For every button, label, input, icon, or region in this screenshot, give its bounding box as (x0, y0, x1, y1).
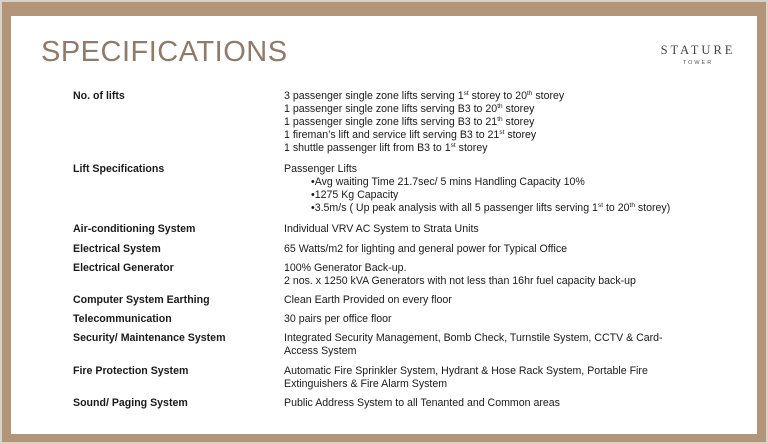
brand-name: STATURE (660, 43, 736, 57)
spec-value (284, 365, 754, 391)
spec-label: Telecommunication (73, 313, 172, 325)
spec-value-line: 1 passenger single zone lifts serving B3 to 21th storey (284, 116, 535, 128)
slide-frame (2, 2, 766, 442)
spec-value-line: 30 pairs per office floor (284, 313, 392, 325)
spec-value-line: 100% Generator Back-up. (284, 262, 407, 274)
spec-label: Electrical System (73, 243, 161, 255)
spec-value-line: 1 fireman’s lift and service lift serving B3 to 21st storey (284, 129, 537, 141)
spec-label: Fire Protection System (73, 365, 189, 377)
spec-label: Security/ Maintenance System (73, 332, 226, 344)
spec-label: Air-conditioning System (73, 223, 196, 235)
spec-label: Sound/ Paging System (73, 397, 188, 409)
spec-label: No. of lifts (73, 90, 125, 102)
spec-value-line: •1275 Kg Capacity (311, 189, 399, 201)
spec-value-line: Passenger Lifts (284, 163, 358, 175)
spec-value-line: •3.5m/s ( Up peak analysis with all 5 passenger lifts serving 1st to 20th storey) (311, 202, 671, 214)
spec-value-line: •Avg waiting Time 21.7sec/ 5 mins Handling Capacity 10% (311, 176, 585, 188)
spec-value-line: Individual VRV AC System to Strata Units (284, 223, 479, 235)
spec-value-line: 2 nos. x 1250 kVA Generators with not less than 16hr fuel capacity back-up (284, 275, 636, 287)
spec-value (284, 262, 754, 288)
spec-label: Computer System Earthing (73, 294, 210, 306)
spec-value (284, 223, 754, 236)
spec-value-line: Public Address System to all Tenanted and Common areas (284, 397, 560, 409)
brand-logo (643, 43, 753, 66)
spec-value-line: Clean Earth Provided on every floor (284, 294, 452, 306)
brand-subtitle: TOWER (682, 60, 714, 66)
spec-value (284, 294, 754, 307)
spec-value (284, 313, 754, 326)
spec-value-line: 1 passenger single zone lifts serving B3 to 20th storey (284, 103, 535, 115)
slide-content (11, 16, 757, 434)
spec-value-line: 65 Watts/m2 for lighting and general power for Typical Office (284, 243, 568, 255)
spec-value (284, 243, 754, 256)
spec-label: Electrical Generator (73, 262, 174, 274)
spec-value-line: Automatic Fire Sprinkler System, Hydrant & Hose Rack System, Portable Fire (284, 365, 648, 377)
spec-value-line: 3 passenger single zone lifts serving 1st storey to 20th storey (284, 90, 565, 102)
spec-value (284, 163, 754, 215)
spec-label: Lift Specifications (73, 163, 165, 175)
spec-value (284, 332, 754, 358)
spec-value-line: Extinguishers & Fire Alarm System (284, 378, 448, 390)
spec-value-line: 1 shuttle passenger lift from B3 to 1st storey (284, 142, 488, 154)
spec-value (284, 90, 754, 155)
spec-value-line: Integrated Security Management, Bomb Check, Turnstile System, CCTV & Card- (284, 332, 663, 344)
spec-value (284, 397, 754, 410)
page-title: SPECIFICATIONS (41, 36, 288, 68)
spec-value-line: Access System (284, 345, 357, 357)
